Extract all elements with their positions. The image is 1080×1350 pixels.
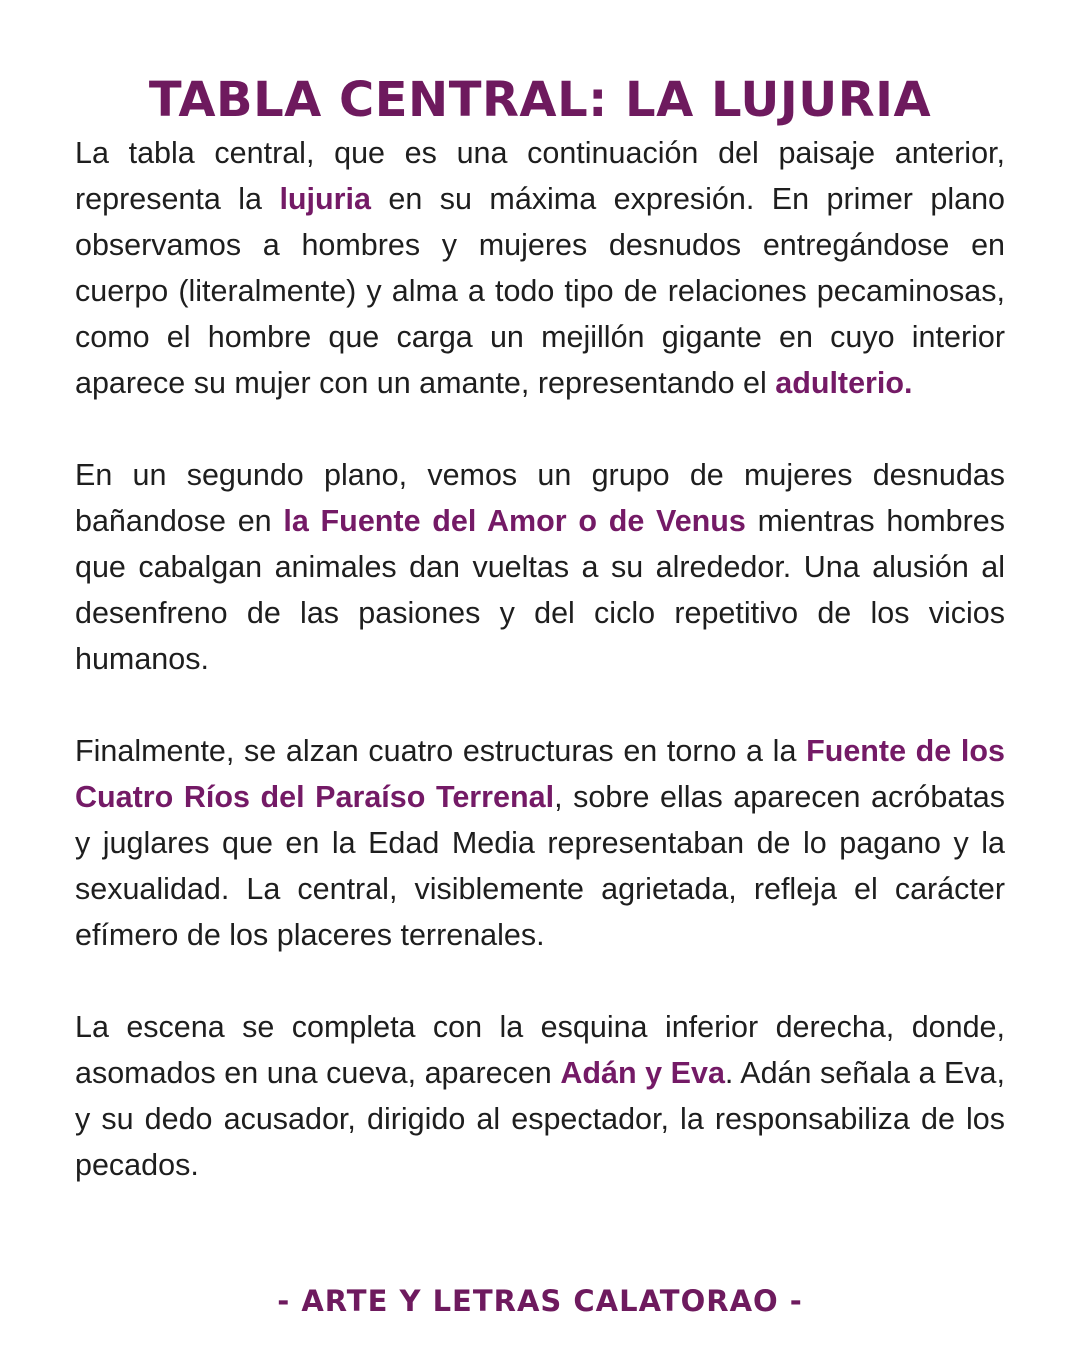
highlight-fuente-cuatro-rios: Fuente de los Cuatro Ríos del Paraíso Terrenal [75,734,1005,814]
highlight-adulterio: adulterio. [775,366,913,400]
paragraph-text: en su máxima expresión. En primer plano observamos a hombres y mujeres desnudos entregándose en cuerpo (literalmente) y alma a todo tipo de relaciones pecaminosas, como el hombre que carga un mejillón gigante en cuyo interior aparece su mujer con un amante, representando el [75,182,1006,400]
paragraph-text: . Adán señala a Eva, y su dedo acusador, dirigido al espectador, la responsabiliza de los pecados. [75,1056,1005,1182]
paragraph-lujuria [75,130,1005,406]
highlight-fuente-amor: la Fuente del Amor o de Venus [283,504,746,538]
highlight-lujuria: lujuria [279,182,371,216]
paragraph-cuatro-rios [75,728,1005,958]
paragraph-text: , sobre ellas aparecen acróbatas y juglares que en la Edad Media representaban de lo pagano y la sexualidad. La central, visiblemente agrietada, refleja el carácter efímero de los placeres terrenales. [75,780,1005,952]
highlight-adan-eva: Adán y Eva [560,1056,725,1090]
footer-signature: - ARTE Y LETRAS CALATORAO - [277,1284,803,1318]
paragraph-fuente-amor [75,452,1005,682]
document-page [75,66,1005,1336]
paragraph-text: La escena se completa con la esquina inferior derecha, donde, asomados en una cueva, aparecen [75,1010,1005,1090]
paragraph-adan-eva [75,1004,1005,1188]
paragraph-text: Finalmente, se alzan cuatro estructuras en torno a la [75,734,807,768]
paragraph-text: La tabla central, que es una continuación del paisaje anterior, representa la [75,136,1005,216]
paragraph-text: mientras hombres que cabalgan animales dan vueltas a su alrededor. Una alusión al desenfreno de las pasiones y del ciclo repetitivo de los vicios humanos. [75,504,1006,676]
page-title: TABLA CENTRAL: LA LUJURIA [148,72,932,128]
paragraph-text: En un segundo plano, vemos un grupo de mujeres desnudas bañandose en [75,458,1005,538]
